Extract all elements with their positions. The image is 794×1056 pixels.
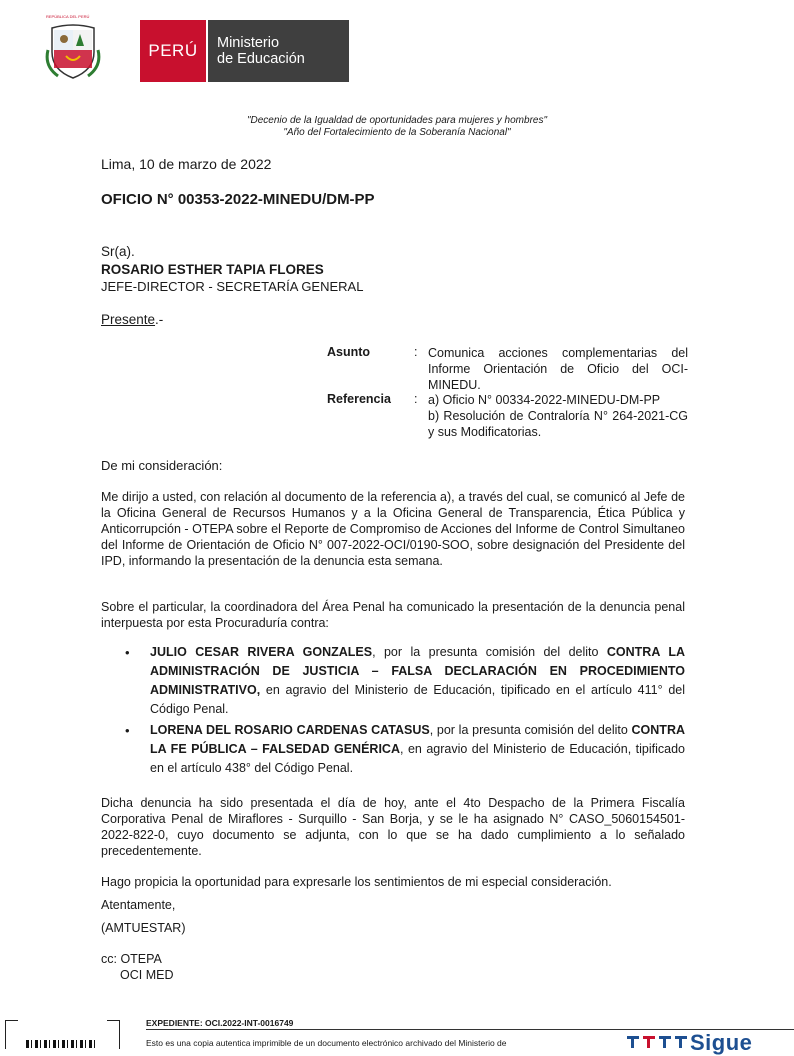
asunto-colon: : <box>414 345 418 359</box>
sig-brand-text: Sigue <box>690 1030 753 1055</box>
shield-caption: REPÚBLICA DEL PERÚ <box>46 14 90 19</box>
closing: Atentamente, <box>101 898 176 912</box>
motto-line-1: "Decenio de la Igualdad de oportunidades para mujeres y hombres" <box>246 115 548 126</box>
paragraph-4: Hago propicia la oportunidad para expresarle los sentimientos de mi especial consideración. <box>101 875 612 889</box>
cc-line-1: cc: OTEPA <box>101 952 162 966</box>
qr-code-icon <box>26 1040 96 1048</box>
letter-number: OFICIO N° 00353-2022-MINEDU/DM-PP <box>101 191 375 208</box>
referencia-b <box>428 408 688 440</box>
bullet-mid: , por la presunta comisión del delito <box>372 645 607 659</box>
bullet-tail: , en agravio del Ministerio de Educación, tipificado en el artículo 438° del Código Penal. <box>150 742 686 775</box>
bullet-2-marker: • <box>125 723 130 738</box>
referencia-a: a) Oficio N° 00334-2022-MINEDU-DM-PP <box>428 393 661 407</box>
ministry-label <box>208 20 349 82</box>
accused-name: LORENA DEL ROSARIO CARDENAS CATASUS <box>150 723 430 737</box>
referencia-b-text: b) Resolución de Contraloría N° 264-2021-CG y sus Modificatorias. <box>428 409 688 439</box>
initials: (AMTUESTAR) <box>101 921 186 935</box>
referencia-label: Referencia <box>327 392 391 406</box>
list-item <box>150 643 685 719</box>
bullet-tail: en agravio del Ministerio de Educación, tipificado en el artículo 411° del Código Penal. <box>150 683 685 716</box>
ministry-line1: Ministerio <box>217 35 280 51</box>
letter-date: Lima, 10 de marzo de 2022 <box>101 156 272 172</box>
recipient-name: ROSARIO ESTHER TAPIA FLORES <box>101 262 324 277</box>
paragraph-3: Dicha denuncia ha sido presentada el día de hoy, ante el 4to Despacho de la Primera Fiscalía Corporativa Penal de Miraflores - Surquillo - San Borja, y se le ha asignado N° CASO_5060154501-2022-822-0, cuyo documento se adjunta, con lo que se ha dado cumplimiento a lo señalado precedentemente. <box>101 796 685 858</box>
qr-corner-right <box>107 1020 120 1049</box>
paragraph-2: Sobre el particular, la coordinadora del Área Penal ha comunicado la presentación de la denuncia penal interpuesta por esta Procuraduría contra: <box>101 600 685 630</box>
greeting: De mi consideración: <box>101 458 223 473</box>
bullet-mid: , por la presunta comisión del delito <box>429 723 632 737</box>
qr-corner-left <box>5 1020 18 1049</box>
asunto-text: Comunica acciones complementarias del Informe Orientación de Oficio del OCI-MINEDU. <box>428 346 688 392</box>
cc-line-2: OCI MED <box>120 968 174 982</box>
footer-copy-text: Esto es una copia autentica imprimible de un documento electrónico archivado del Ministerio de <box>146 1038 507 1048</box>
salutation: Sr(a). <box>101 244 135 259</box>
paragraph-1: Me dirijo a usted, con relación al documento de la referencia a), a través del cual, se comunicó al Jefe de la Oficina General de Recursos Humanos y a la Oficina General de Transparencia, Ética Pública y Anticorrupción - OTEPA sobre el Reporte de Compromiso de Acciones del Informe de Control Simultaneo del Informe de Orientación de Oficio N° 007-2022-OCI/0190-SOO, sobre designación del Presidente del IPD, informando la presentación de la denuncia esta semana. <box>101 490 685 568</box>
motto-line-2: "Año del Fortalecimiento de la Soberanía Nacional" <box>283 127 511 138</box>
ministry-line2: de Educación <box>217 51 305 67</box>
recipient-title: JEFE-DIRECTOR - SECRETARÍA GENERAL <box>101 279 364 294</box>
sig-logo-icon <box>627 1034 687 1048</box>
expediente-number: EXPEDIENTE: OCI.2022-INT-0016749 <box>146 1018 294 1028</box>
asunto-label: Asunto <box>327 345 371 359</box>
peru-label: PERÚ <box>140 20 206 82</box>
crime-name: CONTRA LA ADMINISTRACIÓN DE JUSTICIA – FALSA DECLARACIÓN EN PROCEDIMIENTO ADMINISTRATIVO, <box>150 645 685 697</box>
presente-word: Presente <box>101 312 156 327</box>
peru-coat-of-arms-icon <box>44 20 102 82</box>
bullet-1-marker: • <box>125 645 130 660</box>
list-item <box>150 721 685 778</box>
minedu-logo <box>44 14 349 82</box>
crime-name: CONTRA LA FE PÚBLICA – FALSEDAD GENÉRICA <box>150 723 685 756</box>
accused-name: JULIO CESAR RIVERA GONZALES <box>150 645 373 659</box>
referencia-colon: : <box>414 392 418 406</box>
presente-suffix: .- <box>155 312 164 327</box>
presente <box>101 312 163 327</box>
